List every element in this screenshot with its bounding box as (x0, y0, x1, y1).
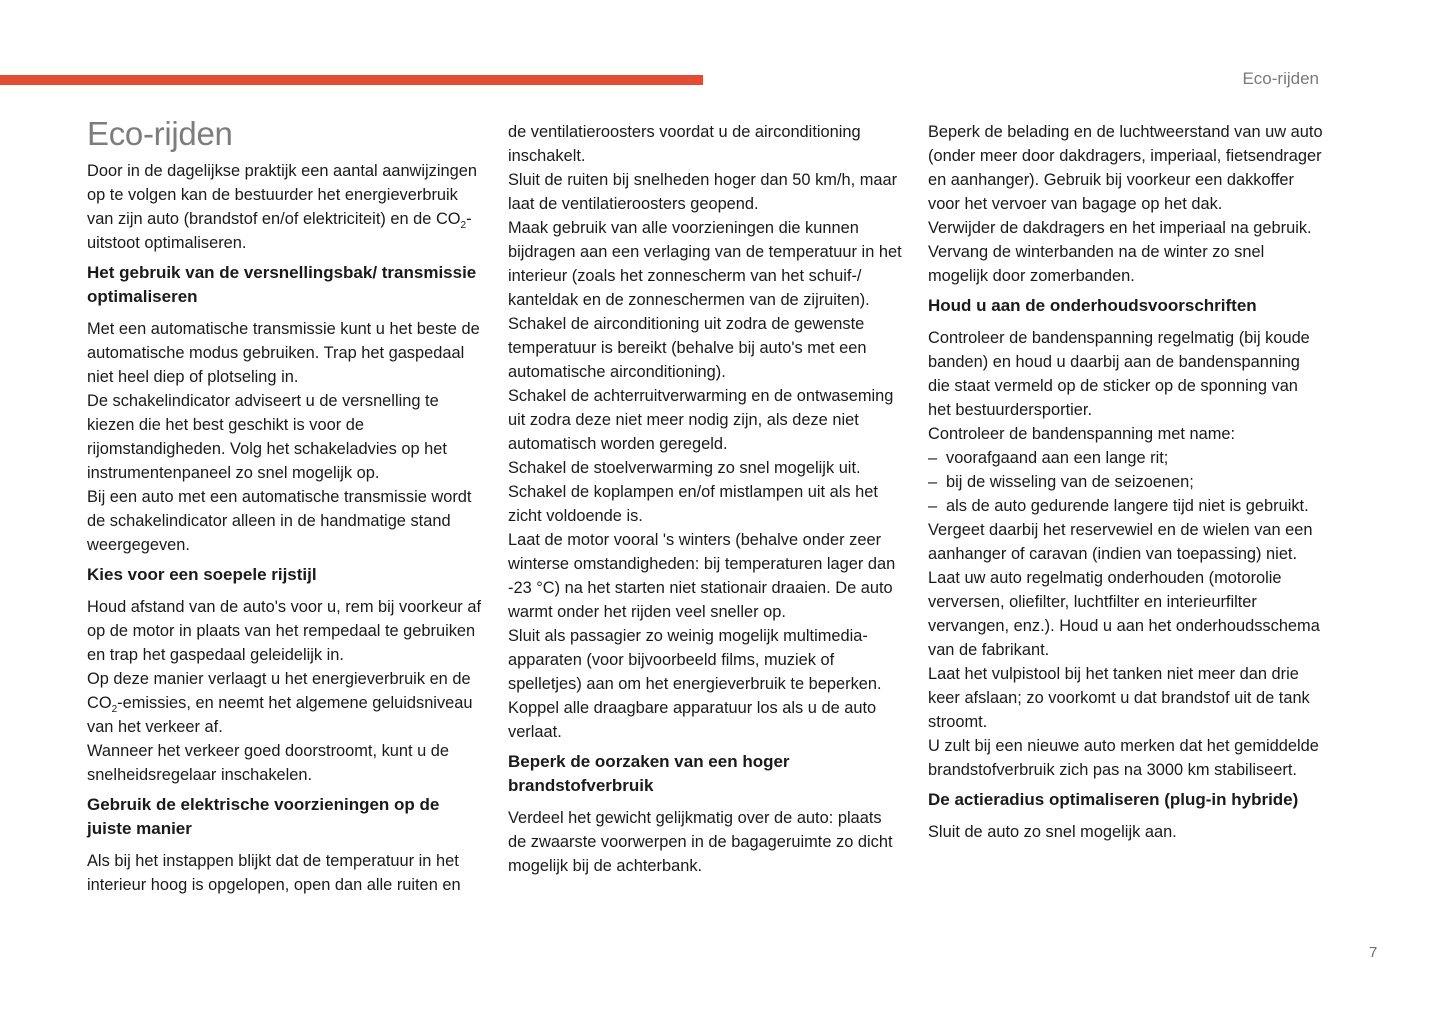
paragraph: Bij een auto met een automatische transmissie wordt de schakelindicator alleen in de handmatige stand weergegeven. (87, 488, 472, 554)
paragraph: Laat uw auto regelmatig onderhouden (motorolie verversen, oliefilter, luchtfilter en interieurfilter vervangen, enz.). Houd u aan het onderhoudsschema van de fabrikant. (928, 569, 1320, 659)
paragraph: Beperk de belading en de luchtweerstand van uw auto (onder meer door dakdragers, imperiaal, fietsendrager en aanhanger). Gebruik bij voorkeur een dakkoffer voor het vervoer van bagage op het dak. (928, 123, 1323, 213)
paragraph: Verwijder de dakdragers en het imperiaal na gebruik. (928, 219, 1312, 237)
column-3 (928, 120, 1323, 844)
paragraph: Verdeel het gewicht gelijkmatig over de auto: plaats de zwaarste voorwerpen in de bagageruimte zo dicht mogelijk bij de achterbank. (508, 809, 893, 875)
column-2 (508, 120, 903, 878)
paragraph: Met een automatische transmissie kunt u het beste de automatische modus gebruiken. Trap het gaspedaal niet heel diep of plotseling in. (87, 320, 480, 386)
paragraph: Schakel de stoelverwarming zo snel mogelijk uit. (508, 459, 861, 477)
paragraph: Controleer de bandenspanning regelmatig (bij koude banden) en houd u daarbij aan de bandenspanning die staat vermeld op de sticker op de sponning van het bestuurdersportier. (928, 329, 1310, 419)
paragraph: Als bij het instappen blijkt dat de temperatuur in het interieur hoog is opgelopen, open dan alle ruiten en (87, 852, 461, 894)
paragraph: U zult bij een nieuwe auto merken dat het gemiddelde brandstofverbruik zich pas na 3000 km stabiliseert. (928, 737, 1319, 779)
section-heading-range: De actieradius optimaliseren (plug-in hybride) (928, 790, 1299, 809)
running-header-title: Eco-rijden (1242, 69, 1319, 88)
paragraph: Schakel de achterruitverwarming en de ontwaseming uit zodra deze niet meer nodig zijn, als deze niet automatisch worden geregeld. (508, 387, 894, 453)
section-heading-driving-style: Kies voor een soepele rijstijl (87, 565, 317, 584)
paragraph: Sluit als passagier zo weinig mogelijk multimedia-apparaten (voor bijvoorbeeld films, muziek of spelletjes) aan om het energieverbruik te beperken. (508, 627, 882, 693)
dash-bullet-icon: – (928, 473, 938, 491)
paragraph: Schakel de koplampen en/of mistlampen uit als het zicht voldoende is. (508, 483, 878, 525)
paragraph: Houd afstand van de auto's voor u, rem bij voorkeur af op de motor in plaats van het rempedaal te gebruiken en trap het gaspedaal geleidelijk in. (87, 598, 481, 664)
section-heading-maintenance: Houd u aan de onderhoudsvoorschriften (928, 296, 1257, 315)
paragraph: de ventilatieroosters voordat u de airconditioning inschakelt. (508, 123, 861, 165)
dash-bullet-icon: – (928, 449, 938, 467)
page-title: Eco-rijden (87, 115, 233, 152)
section-heading-transmission: Het gebruik van de versnellingsbak/ transmissie optimaliseren (87, 263, 477, 306)
section-heading-electrical: Gebruik de elektrische voorzieningen op de juiste manier (87, 795, 440, 838)
dash-list-item: – voorafgaand aan een lange rit; (928, 446, 1323, 470)
paragraph: Sluit de ruiten bij snelheden hoger dan 50 km/h, maar laat de ventilatieroosters geopend. (508, 171, 898, 213)
paragraph-co2-emissions: Op deze manier verlaagt u het energieverbruik en de $CO_2$-emissies, en neemt het algemene geluidsniveau van het verkeer af. (87, 670, 473, 736)
dash-list-item: – bij de wisseling van de seizoenen; (928, 470, 1323, 494)
paragraph: Vergeet daarbij het reservewiel en de wielen van een aanhanger of caravan (indien van toepassing) niet. (928, 521, 1313, 563)
page-number: 7 (1369, 944, 1378, 961)
intro-paragraph: Door in de dagelijkse praktijk een aantal aanwijzingen op te volgen kan de bestuurder het energieverbruik van zijn auto (brandstof en/of elektriciteit) en de $CO_2$-uitstoot optimaliseren. (87, 162, 477, 252)
paragraph: Controleer de bandenspanning met name: (928, 425, 1236, 443)
dash-bullet-icon: – (928, 497, 938, 515)
paragraph: Vervang de winterbanden na de winter zo snel mogelijk door zomerbanden. (928, 243, 1265, 285)
column-1 (87, 113, 482, 897)
paragraph: Maak gebruik van alle voorzieningen die kunnen bijdragen aan een verlaging van de temperatuur in het interieur (zoals het zonnescherm van het schuif-/ kanteldak en de zonneschermen van de zijruiten). (508, 219, 902, 309)
header-accent-bar (0, 75, 703, 85)
paragraph: Koppel alle draagbare apparatuur los als u de auto verlaat. (508, 699, 877, 741)
paragraph: De schakelindicator adviseert u de versnelling te kiezen die het best geschikt is voor de rijomstandigheden. Volg het schakeladvies op het instrumentenpaneel zo snel mogelijk op. (87, 392, 447, 482)
paragraph: Wanneer het verkeer goed doorstroomt, kunt u de snelheidsregelaar inschakelen. (87, 742, 450, 784)
paragraph: Sluit de auto zo snel mogelijk aan. (928, 823, 1177, 841)
paragraph: Schakel de airconditioning uit zodra de gewenste temperatuur is bereikt (behalve bij auto's met een automatische airconditioning). (508, 315, 867, 381)
section-heading-fuel-consumption: Beperk de oorzaken van een hoger brandstofverbruik (508, 752, 790, 795)
paragraph: Laat het vulpistool bij het tanken niet meer dan drie keer afslaan; zo voorkomt u dat brandstof uit de tank stroomt. (928, 665, 1310, 731)
dash-list-item: – als de auto gedurende langere tijd niet is gebruikt. (928, 494, 1323, 518)
paragraph: Laat de motor vooral 's winters (behalve onder zeer winterse omstandigheden: bij temperaturen lager dan -23 °C) na het starten niet stationair draaien. De auto warmt onder het rijden veel sneller op. (508, 531, 896, 621)
